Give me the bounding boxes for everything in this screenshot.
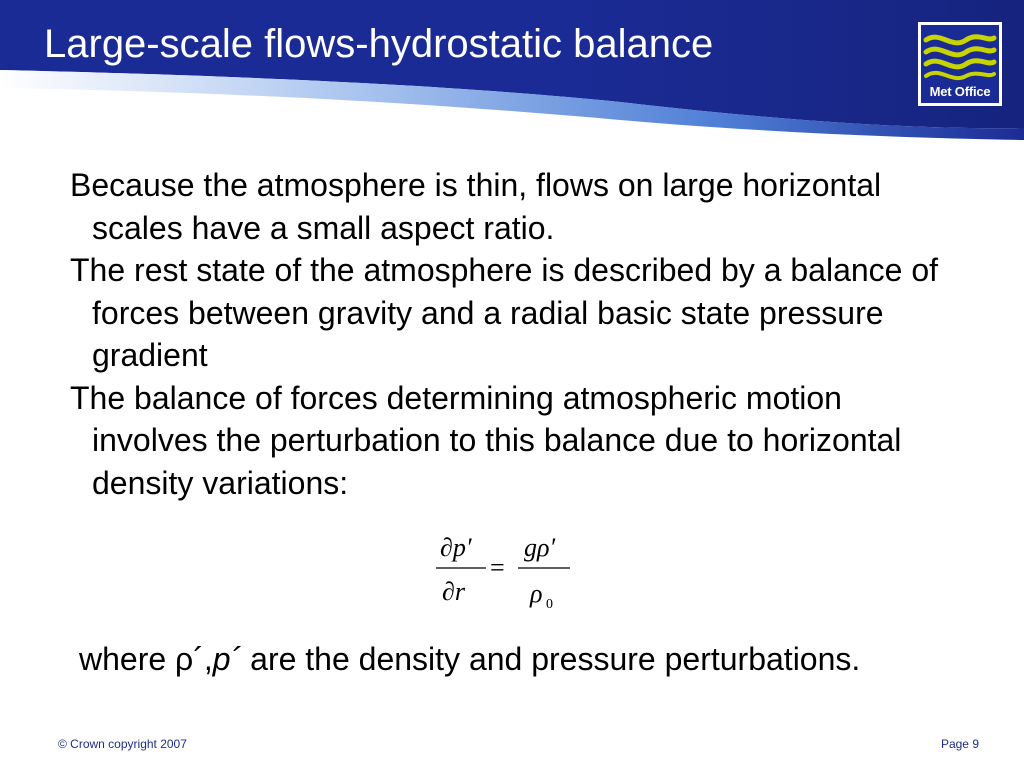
paragraph-rest-state: The rest state of the atmosphere is described by a balance of forces between gravity and a radial basic state pressure gradient [70, 252, 939, 373]
equation-rhs-denominator: ρ [530, 579, 543, 608]
footer-page-number: Page 9 [940, 737, 979, 751]
equation-rhs-subscript: 0 [546, 597, 553, 612]
hydrostatic-equation [430, 528, 580, 618]
header-band [0, 0, 1024, 140]
where-text [70, 638, 972, 681]
where-suffix: are the density and pressure perturbations. [241, 641, 861, 677]
paragraph-aspect-ratio: Because the atmosphere is thin, flows on large horizontal scales have a small aspect ratio. [70, 167, 882, 246]
equation-rhs-numerator: gρ′ [524, 533, 556, 562]
where-rho: ρ´, [175, 641, 213, 677]
equation-lhs-numerator: ∂p′ [440, 533, 472, 562]
logo-text: Met Office [929, 84, 991, 99]
equation-equals: = [490, 553, 505, 582]
footer-copyright: © Crown copyright 2007 [58, 737, 187, 751]
slide-title: Large-scale flows-hydrostatic balance [44, 22, 714, 66]
where-p: p´ [212, 641, 242, 677]
where-prefix: where [79, 641, 176, 677]
body-text [70, 164, 950, 504]
paragraph-perturbation: The balance of forces determining atmospheric motion involves the perturbation to this balance due to horizontal density variations: [70, 379, 902, 501]
equation-lhs-denominator: ∂r [442, 577, 465, 606]
